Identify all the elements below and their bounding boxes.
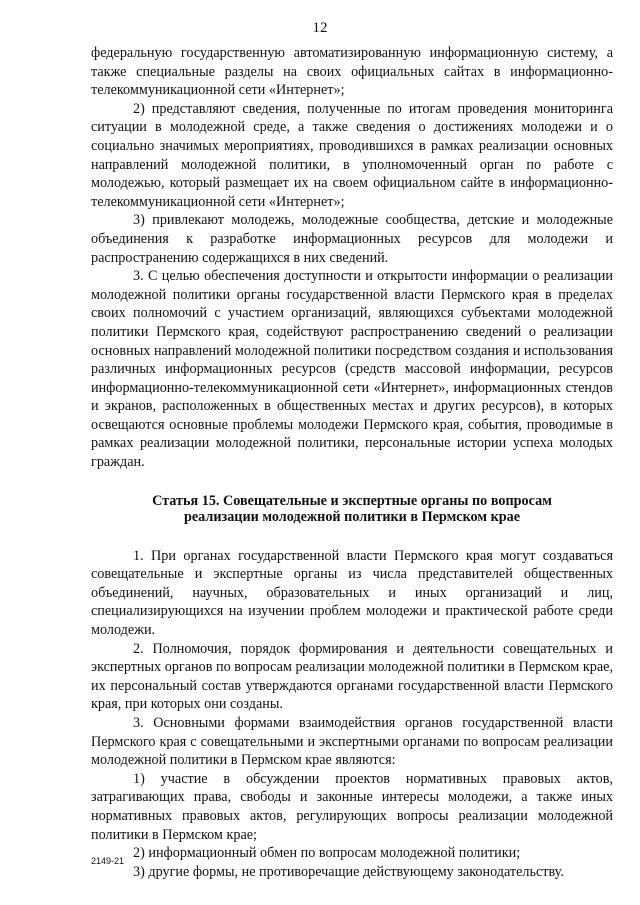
document-body <box>91 44 613 881</box>
paragraph: 1. При органах государственной власти Пермского края могут создаваться совещательные и экспертные органы из числа представителей общественных объединений, научных, образовательных и иных организаций и лиц, специализирующихся на изучении проблем молодежи и практической работе среди молодежи. <box>91 547 613 639</box>
paragraph: федеральную государственную автоматизированную информационную систему, а также специальные разделы на своих официальных сайтах в информационно-телекоммуникационной сети «Интернет»; <box>91 45 613 99</box>
paragraph: 1) участие в обсуждении проектов нормативных правовых актов, затрагивающих права, свободы и законные интересы молодежи, а также иных нормативных правовых актов, регулирующих вопросы реализации молодежной политики в Пермском крае; <box>91 770 613 843</box>
paragraph: 3. Основными формами взаимодействия органов государственной власти Пермского края с совещательными и экспертными органами по вопросам реализации молодежной политики в Пермском крае являются: <box>91 715 613 769</box>
page-number: 12 <box>312 20 328 36</box>
article-title-line1: Статья 15. Совещательные и экспертные органы по вопросам <box>152 492 552 509</box>
paragraph: 2) представляют сведения, полученные по итогам проведения мониторинга ситуации в молодежной среде, а также сведения о достижениях молодежи и о социально значимых мероприятиях, проводившихся в рамках реализации основных направлений молодежной политики, в уполномоченный орган по работе с молодежью, который размещает их на своем официальном сайте в информационно-телекоммуникационной сети «Интернет»; <box>91 100 613 210</box>
paragraph: 3) другие формы, не противоречащие действующему законодательству. <box>133 863 564 880</box>
article-title <box>91 493 613 525</box>
article-title-line2: реализации молодежной политики в Пермском крае <box>183 508 521 525</box>
article-section <box>91 547 613 882</box>
document-code: 2149-21 <box>91 856 125 866</box>
paragraph: 2. Полномочия, порядок формирования и деятельности совещательных и экспертных органов по вопросам реализации молодежной политики в Пермском крае, их персональный состав утверждаются органами государственной власти Пермского края, при которых они созданы. <box>91 640 613 713</box>
paragraph: 3) привлекают молодежь, молодежные сообщества, детские и молодежные объединения к разработке информационных ресурсов для молодежи и распространению содержащихся в них сведений. <box>91 212 613 266</box>
paragraph: 3. С целью обеспечения доступности и открытости информации о реализации молодежной политики органы государственной власти Пермского края в пределах своих полномочий с участием организаций, являющихся субъектами молодежной политики Пермского края, содействуют распространению сведений о реализации основных направлений молодежной политики посредством создания и использования различных информационных ресурсов (средств массовой информации, ресурсов информационно-телекоммуникационной сети «Интернет», информационных стендов и экранов, расположенных в общественных местах и других ресурсов), в которых освещаются основные проблемы молодежи Пермского края, события, проводимые в рамках реализации молодежной политики, персональные истории успеха молодых граждан. <box>91 268 613 471</box>
paragraph: 2) информационный обмен по вопросам молодежной политики; <box>133 845 521 862</box>
